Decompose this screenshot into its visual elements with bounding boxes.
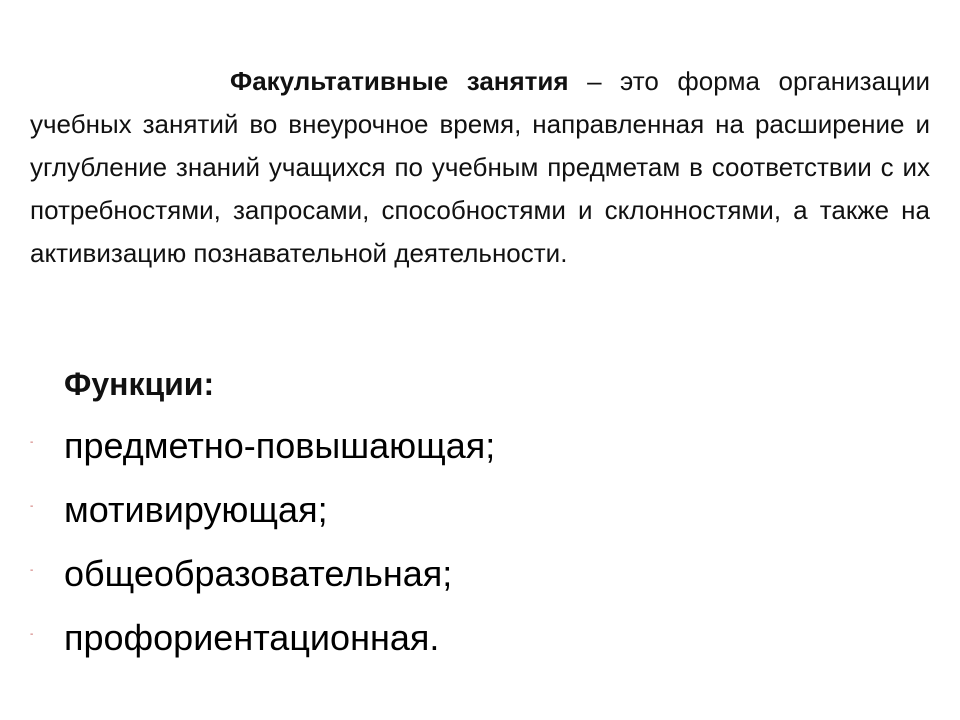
function-item-label: общеобразовательная; bbox=[64, 553, 453, 594]
definition-term: Факультативные занятия bbox=[230, 66, 569, 96]
functions-list bbox=[0, 416, 960, 672]
bullet-dash-icon: - bbox=[30, 565, 34, 576]
bullet-dash-icon: - bbox=[30, 437, 34, 448]
bullet-dash-icon: - bbox=[30, 629, 34, 640]
definition-text: – это форма организации учебных занятий во внеурочное время, направленная на расширение и углубление знаний учащихся по учебным предметам в соответствии с их потребностями, запросами, способностями и склонностями, а также на активизацию познавательной деятельности. bbox=[30, 66, 930, 268]
function-item-label: предметно-повышающая; bbox=[64, 425, 496, 466]
function-item-label: профориентационная. bbox=[64, 617, 440, 658]
list-item bbox=[0, 416, 960, 480]
bullet-dash-icon: - bbox=[30, 501, 34, 512]
list-item bbox=[0, 480, 960, 544]
definition-paragraph bbox=[30, 60, 930, 275]
function-item-label: мотивирующая; bbox=[64, 489, 328, 530]
list-item bbox=[0, 544, 960, 608]
functions-heading: Функции: bbox=[64, 366, 215, 402]
list-item bbox=[0, 608, 960, 672]
